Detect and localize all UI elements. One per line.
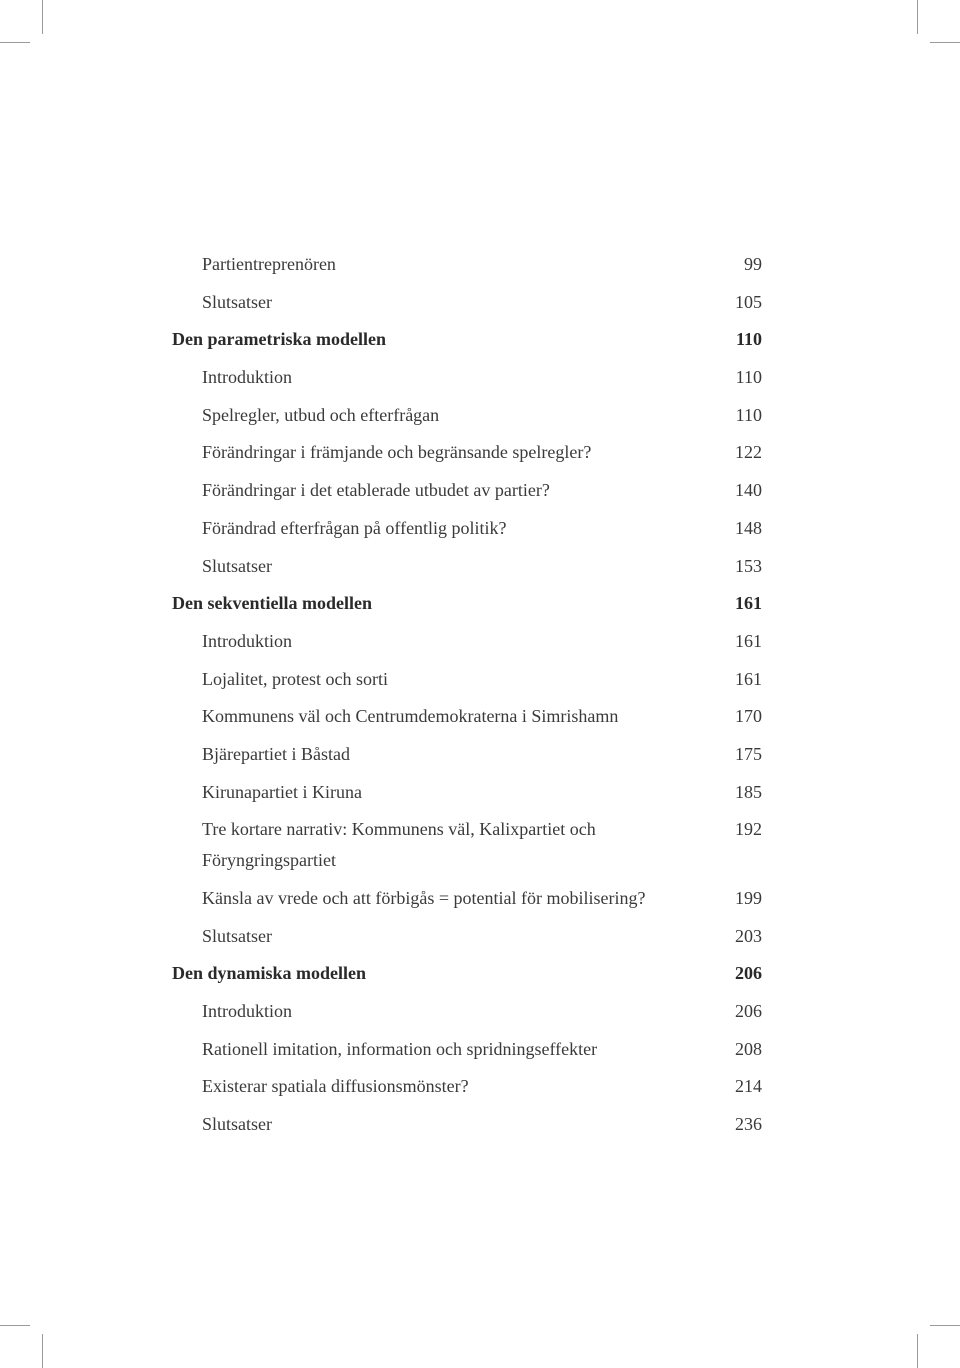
- toc-entry-page-number: 161: [735, 593, 762, 614]
- toc-entry-title: Introduktion: [202, 1001, 292, 1022]
- toc-entry-title: Den parametriska modellen: [172, 329, 386, 350]
- crop-mark-bottom-right-horizontal: [930, 1325, 960, 1326]
- toc-entry-page-number: 185: [735, 781, 762, 802]
- toc-entry-page-number: 153: [735, 555, 762, 576]
- toc-entry-page-number: 161: [735, 668, 762, 689]
- toc-entry-page-number: 105: [735, 291, 762, 312]
- toc-entry-title: Spelregler, utbud och efterfrågan: [202, 404, 440, 425]
- crop-mark-top-right-vertical: [917, 0, 918, 34]
- toc-entry-page-number: 122: [735, 442, 762, 463]
- toc-section-entry: [172, 777, 762, 808]
- toc-entry-page-number: 148: [735, 517, 762, 538]
- toc-entry-page-number: 110: [735, 404, 762, 425]
- toc-section-entry: [172, 1071, 762, 1102]
- toc-entry-page-number: 140: [735, 480, 762, 501]
- toc-section-entry: [172, 513, 762, 544]
- toc-entry-title: Den dynamiska modellen: [172, 963, 367, 984]
- toc-section-entry: [172, 1109, 762, 1140]
- toc-entry-title: Introduktion: [202, 367, 292, 388]
- toc-entry-title: Lojalitet, protest och sorti: [202, 668, 388, 689]
- toc-entry-title: Förändringar i främjande och begränsande spelregler?: [202, 442, 592, 463]
- toc-section-entry: [172, 400, 762, 431]
- toc-section-entry: [172, 883, 762, 914]
- toc-section-entry: [172, 362, 762, 393]
- crop-mark-top-left-horizontal: [0, 42, 30, 43]
- toc-entry-page-number: 206: [735, 963, 762, 984]
- toc-entry-page-number: 206: [735, 1001, 762, 1022]
- toc-entry-page-number: 214: [735, 1076, 762, 1097]
- toc-entry-page-number: 236: [735, 1114, 762, 1135]
- toc-entry-title: Bjärepartiet i Båstad: [202, 743, 350, 764]
- toc-entry-title: Kommunens väl och Centrumdemokraterna i Simrishamn: [202, 706, 619, 727]
- toc-section-entry: [172, 921, 762, 952]
- toc-entry-page-number: 192: [735, 819, 762, 840]
- toc-entry-title: Introduktion: [202, 630, 292, 651]
- toc-section-entry: [172, 664, 762, 695]
- toc-section-entry: [172, 437, 762, 468]
- crop-mark-bottom-right-vertical: [917, 1334, 918, 1368]
- toc-section-entry: [172, 287, 762, 318]
- toc-entry-page-number: 175: [735, 743, 762, 764]
- toc-entry-title: Slutsatser: [202, 555, 272, 576]
- toc-entry-title: Förändrad efterfrågan på offentlig politik?: [202, 517, 507, 538]
- toc-section-entry: [172, 701, 762, 732]
- toc-entry-page-number: 203: [735, 925, 762, 946]
- toc-entry-title: Slutsatser: [202, 291, 272, 312]
- toc-section-entry: [172, 249, 762, 280]
- toc-entry-page-number: 110: [735, 329, 762, 350]
- crop-mark-bottom-left-vertical: [42, 1334, 43, 1368]
- toc-entry-page-number: 170: [735, 706, 762, 727]
- crop-mark-bottom-left-horizontal: [0, 1325, 30, 1326]
- table-of-contents: [172, 249, 762, 1147]
- toc-section-entry: [172, 626, 762, 657]
- crop-mark-top-right-horizontal: [930, 42, 960, 43]
- toc-entry-page-number: 199: [735, 888, 762, 908]
- toc-entry-page-number: 208: [735, 1038, 762, 1059]
- toc-entry-title: Känsla av vrede och att förbigås = potential för mobilisering?: [202, 888, 646, 908]
- toc-entry-title: Den sekventiella modellen: [172, 593, 372, 614]
- toc-section-entry: [172, 739, 762, 770]
- toc-entry-title: Existerar spatiala diffusionsmönster?: [202, 1076, 469, 1097]
- toc-chapter-entry: [172, 588, 762, 619]
- toc-entry-title: Partientreprenören: [202, 254, 336, 274]
- toc-entry-page-number: 110: [735, 367, 762, 388]
- toc-entry-title: Rationell imitation, information och spridningseffekter: [202, 1038, 598, 1059]
- toc-entry-page-number: 99: [744, 254, 762, 274]
- toc-chapter-entry: [172, 958, 762, 989]
- toc-entry-title: Slutsatser: [202, 925, 272, 946]
- toc-entry-title: Slutsatser: [202, 1114, 272, 1135]
- toc-entry-page-number: 161: [735, 630, 762, 651]
- toc-section-entry: [172, 996, 762, 1027]
- crop-mark-top-left-vertical: [42, 0, 43, 34]
- toc-section-entry: [172, 551, 762, 582]
- toc-entry-title: Tre kortare narrativ: Kommunens väl, Kalixpartiet och Föryngringspartiet: [202, 819, 596, 871]
- toc-entry-title: Kirunapartiet i Kiruna: [202, 781, 362, 802]
- toc-chapter-entry: [172, 324, 762, 355]
- toc-section-entry: [172, 814, 762, 876]
- toc-section-entry: [172, 1034, 762, 1065]
- toc-section-entry: [172, 475, 762, 506]
- toc-entry-title: Förändringar i det etablerade utbudet av partier?: [202, 480, 550, 501]
